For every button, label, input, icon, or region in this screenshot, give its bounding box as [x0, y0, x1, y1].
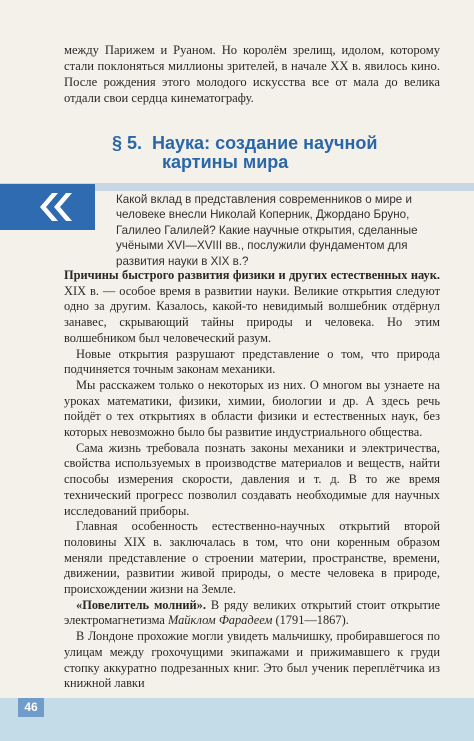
paragraph-causes [64, 268, 440, 347]
paragraph-lord-of-lightning [64, 598, 440, 629]
review-question [116, 192, 446, 269]
double-left-chevron-icon [38, 191, 74, 223]
paragraph-causes-text: XIX в. — особое время в развитии науки. Великие открытия следуют одно за другим. Казалось, какой-то невидимый волшебник отдёрнул занавес, скрывающий тайны природы и человека. Но этим волшебником был человеческий разум. [64, 283, 440, 345]
faraday-name: Майклом Фарадеем [167, 613, 273, 628]
main-text [64, 268, 440, 692]
section-subheading-lightning: «Повелитель молний». [76, 597, 206, 612]
chapter-title-line1: Наука: создание научной [152, 133, 378, 153]
question-marker [0, 184, 95, 230]
chapter-heading [112, 134, 412, 172]
chapter-title-line2: картины мира [162, 152, 289, 172]
page-number: 46 [18, 698, 44, 717]
paragraph-lightning-text-a: В ряду великих открытий стоит открытие электромагнетизма [64, 597, 440, 628]
intro-paragraph [64, 42, 440, 106]
section-subheading-causes: Причины быстрого развития физики и других естественных наук. [64, 268, 440, 282]
intro-text: между Парижем и Руаном. Но королём зрелищ, идолом, которому стали поклоняться миллионы зрителей, в начале XX в. явилось кино. После рождения этого молодого искусства все от мала до велика отдали свои сердца кинематографу. [64, 43, 440, 105]
paragraph-lightning-text-b: (1791—1867). [272, 613, 349, 628]
paragraph-life-demands: Сама жизнь требовала познать законы механики и электричества, свойства используемых в производстве материалов и веществ, найти способы измерения скорости, давления и т. д. В то же время технический прогресс позволил создавать необходимые для научных исследований приборы. [64, 440, 440, 518]
paragraph-overview: Мы расскажем только о некоторых из них. О многом вы узнаете на уроках математики, физики, химии, биологии и др. А здесь речь пойдёт о тех открытиях в области физики и естественных наук, без которых невозможно было бы развитие индустриального общества. [64, 377, 440, 440]
chapter-number: § 5. [112, 133, 143, 153]
paragraph-new-discoveries: Новые открытия разрушают представление о том, что природа подчиняется точным законам механики. [64, 346, 440, 377]
paragraph-main-feature: Главная особенность естественно-научных открытий второй половины XIX в. заключалась в том, что они коренным образом меняли представление о строении материи, пространстве, времени, движении, развитии живой природы, о месте человека в природе, происхождении жизни на Земле. [64, 519, 440, 597]
review-question-text: Какой вклад в представления современников о мире и человеке внесли Николай Коперник, Джордано Бруно, Галилео Галилей? Какие научные открытия, сделанные учёными XVI—XVIII вв., послужили фундаментом для развития науки в XIX в.? [116, 193, 418, 268]
paragraph-london: В Лондоне прохожие могли увидеть мальчишку, пробиравшегося по улицам между грохочущими экипажами и прижимавшего к груди стопку аккуратно подрезанных книг. Это был ученик переплётчика из книжной лавки [64, 629, 440, 691]
footer-band [0, 698, 474, 741]
